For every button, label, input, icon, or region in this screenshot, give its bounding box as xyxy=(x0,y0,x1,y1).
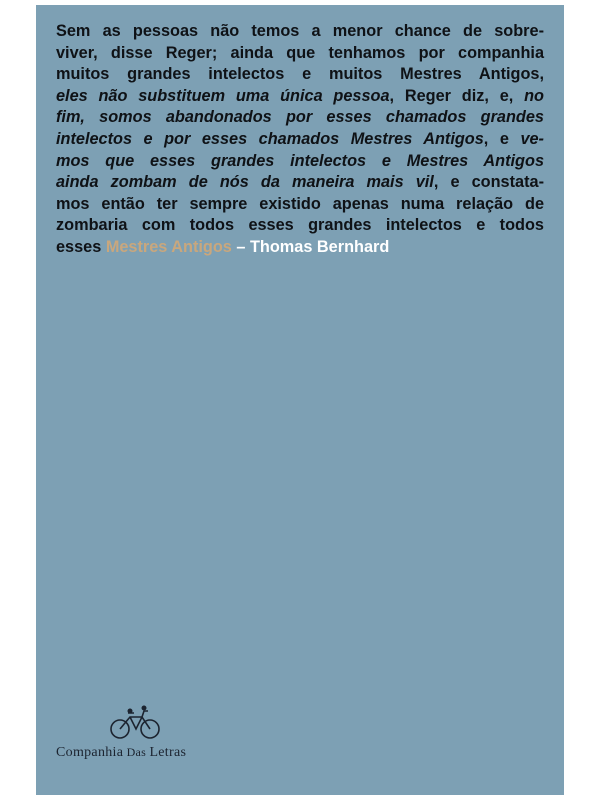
quote-line xyxy=(56,194,544,216)
back-cover-quote xyxy=(56,21,544,259)
quote-text: zombaria com todos esses grandes intelectos e todos xyxy=(56,216,544,235)
publisher-name-part: Das xyxy=(126,745,147,759)
quote-text: , e constata- xyxy=(433,173,544,192)
book-back-cover xyxy=(36,5,564,795)
quote-line xyxy=(56,86,544,108)
quote-line xyxy=(56,129,544,151)
quote-line xyxy=(56,43,544,65)
quote-line xyxy=(56,64,544,86)
quote-line xyxy=(56,215,544,237)
quote-text-italic: no xyxy=(524,86,544,105)
author-name: – Thomas Bernhard xyxy=(231,237,390,256)
quote-line xyxy=(56,172,544,194)
quote-text-italic: intelectos e por esses chamados Mestres Antigos xyxy=(56,129,484,148)
quote-text: , e xyxy=(483,129,521,148)
book-title: Mestres Antigos xyxy=(105,237,232,256)
quote-text: viver, disse Reger; ainda que tenhamos por companhia xyxy=(56,43,544,62)
quote-text: muitos grandes intelectos e muitos Mestres Antigos, xyxy=(56,65,544,84)
publisher-name-part: Companhia xyxy=(56,745,124,760)
quote-text: esses xyxy=(56,237,106,256)
bicycle-icon xyxy=(106,705,166,741)
publisher-name-part: Letras xyxy=(149,745,187,760)
quote-text: mos então ter sempre existido apenas numa relação de xyxy=(56,194,544,213)
quote-text-italic: fim, somos abandonados por esses chamados grandes xyxy=(56,108,544,127)
quote-line xyxy=(56,237,544,259)
quote-text-italic: ainda zombam de nós da maneira mais vil xyxy=(56,173,434,192)
quote-text-italic: ve- xyxy=(520,129,544,148)
publisher-logo xyxy=(56,705,216,765)
quote-text: Sem as pessoas não temos a menor chance de sobre- xyxy=(56,22,544,40)
quote-line xyxy=(56,151,544,173)
publisher-name xyxy=(56,745,186,761)
quote-line xyxy=(56,107,544,129)
quote-text-italic: mos que esses grandes intelectos e Mestres Antigos xyxy=(56,151,544,170)
quote-text: , Reger diz, e, xyxy=(389,86,525,105)
quote-text-italic: eles não substituem uma única pessoa xyxy=(56,86,390,105)
quote-line xyxy=(56,21,544,43)
